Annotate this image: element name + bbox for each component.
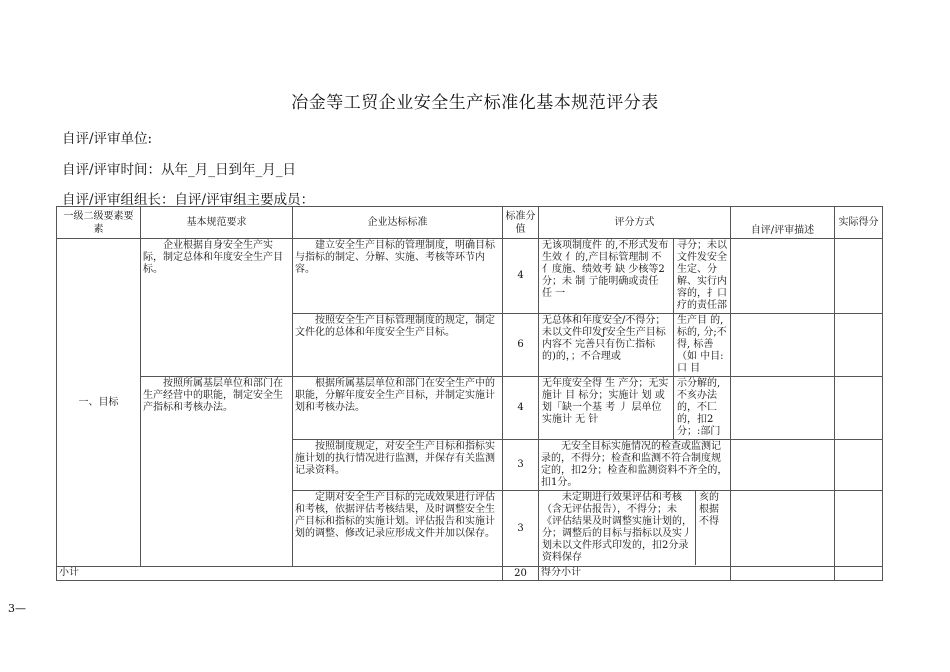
header-score: 标准分值 (503, 207, 539, 239)
method-cell (539, 239, 731, 314)
header-actual: 实际得分 (835, 207, 883, 239)
score-cell: 4 (503, 239, 539, 314)
actual-cell (835, 567, 883, 581)
desc-cell (731, 239, 835, 314)
header-basic: 基本规范要求 (141, 207, 293, 239)
standard-cell: 按照安全生产目标管理制度的规定，制定文件化的总体和年度安全生产目标。 (293, 314, 503, 377)
time-label: 自评/评审时间：从年_月_日到年_月_日 (62, 162, 297, 178)
method-text-overflow: 示分解的,不亥办法的，不匸的，扣2分；:部门 (673, 377, 730, 439)
header-desc: 自评/评审描述 (731, 207, 835, 239)
subtotal-method: 得分小计 (539, 567, 731, 581)
desc-cell (731, 377, 835, 440)
header-level: 一级二级要素要素 (57, 207, 141, 239)
method-text-overflow: 亥的根据不得 (695, 491, 730, 565)
header-standard: 企业达标标准 (293, 207, 503, 239)
document-title: 冶金等工贸企业安全生产标准化基本规范评分表 (291, 93, 659, 113)
method-cell (539, 377, 731, 440)
standard-cell: 建立安全生产目标的管理制度，明确目标与指标的制定、分解、实施、考核等环节内容。 (293, 239, 503, 314)
method-text-overflow: 寻分；未以文件发安全生定、分解、实行内容的，扌口疗的责任部 (673, 239, 730, 313)
score-cell: 3 (503, 491, 539, 567)
desc-cell (731, 314, 835, 377)
table-row (57, 377, 883, 440)
basic-requirement: 企业根据自身安全生产实际，制定总体和年度安全生产目标。 (141, 239, 293, 377)
method-text: 无总体和年度安全/不得分；未以文件印发ƒ安全生产目标内容不 完善只有伤亡指标 的)的，；不合理或 (542, 315, 666, 362)
score-cell: 6 (503, 314, 539, 377)
desc-cell (731, 567, 835, 581)
page-number: 3— (8, 602, 26, 615)
subtotal-row (57, 567, 883, 581)
category-cell: 一、目标 (57, 239, 141, 567)
header-row (57, 207, 883, 239)
basic-requirement: 按照所属基层单位和部门在生产经营中的职能，制定安全生产指标和考核办法。 (141, 377, 293, 567)
method-cell (539, 491, 731, 567)
table-row (57, 239, 883, 314)
subtotal-score: 20 (503, 567, 539, 581)
score-cell: 3 (503, 440, 539, 491)
actual-cell (835, 314, 883, 377)
actual-cell (835, 377, 883, 440)
unit-label: 自评/评审单位: (62, 131, 153, 147)
standard-cell: 按照制度规定，对安全生产目标和指标实施计划的执行情况进行监测，并保存有关监测记录资料。 (293, 440, 503, 491)
actual-cell (835, 239, 883, 314)
method-text: 无该项制度件 的,不形式发布生效 亻的,产目标管理制 不 亻度施、绩效考 缺 少核等2分；未 制 亍能明确或责任 任 一 (542, 240, 669, 299)
method-text-overflow: 生产目 的,标的, 分;不得, 标善（如 中目:口 目 (673, 314, 730, 376)
method-cell: 无安全目标实施情况的检查或监测记录的，不得分；检查和监测不符合制度规定的，扣2分；检查和监测资料不齐全的，扣1分。 (539, 440, 731, 491)
standard-cell: 根据所属基层单位和部门在安全生产中的职能，分解年度安全生产目标，并制定实施计划和考核办法。 (293, 377, 503, 440)
score-cell: 4 (503, 377, 539, 440)
method-text: 无年度安全得 生 产分；无实施计 目 标分；实施计 划 或划「缺一个基 考 丿 层单位实施计 无 针 (542, 378, 669, 425)
actual-cell (835, 440, 883, 491)
score-table (56, 206, 883, 581)
method-text: 未定期进行效果评估和考核（含无评估报告），不得分；未《评估结果及时调整实施计划的，分；调整后的目标与指标以及实丿划未以文件形式印发的，扣2分录资料保存 (542, 492, 692, 563)
leader-label: 自评/评审组组长：自评/评审组主要成员： (62, 192, 315, 208)
desc-cell (731, 440, 835, 491)
method-cell (539, 314, 731, 377)
subtotal-label: 小计 (57, 567, 503, 581)
standard-cell: 定期对安全生产目标的完成效果进行评估和考核，依据评估考核结果，及时调整安全生产目标和指标的实施计划。评估报告和实施计划的调整、修改记录应形成文件并加以保存。 (293, 491, 503, 567)
desc-cell (731, 491, 835, 567)
actual-cell (835, 491, 883, 567)
header-method: 评分方式 (539, 207, 731, 239)
